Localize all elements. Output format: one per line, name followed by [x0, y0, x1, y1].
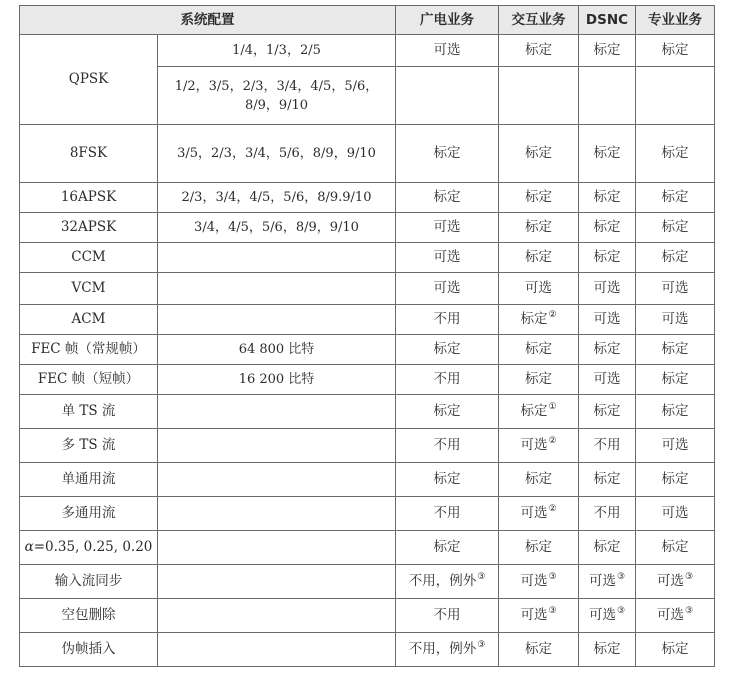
row-name: 8FSK	[20, 125, 158, 183]
cell-dsnc	[579, 565, 636, 599]
cell-interactive	[499, 497, 579, 531]
footnote-mark: ③	[684, 606, 694, 616]
footnote-mark: ③	[477, 640, 486, 650]
table-row	[20, 273, 715, 305]
cell-dsnc: 标定	[579, 125, 636, 183]
cell-text: 可选	[588, 607, 616, 623]
cell-broadcast	[396, 633, 499, 667]
cell-dsnc: 标定	[579, 531, 636, 565]
cell-broadcast: 可选	[396, 273, 499, 305]
cell-dsnc: 可选	[579, 273, 636, 305]
cell-professional: 标定	[636, 463, 715, 497]
config-table-container	[19, 5, 714, 667]
cell-interactive: 标定	[499, 531, 579, 565]
row-rates: 3/4，4/5，5/6，8/9，9/10	[158, 213, 396, 243]
table-row	[20, 125, 715, 183]
table-row	[20, 395, 715, 429]
alpha-symbol: α	[24, 539, 34, 555]
cell-broadcast	[396, 67, 499, 125]
cell-dsnc: 标定	[579, 35, 636, 67]
row-name: 输入流同步	[20, 565, 158, 599]
row-name: FEC 帧（常规帧）	[20, 335, 158, 365]
row-name: 32APSK	[20, 213, 158, 243]
cell-broadcast: 可选	[396, 243, 499, 273]
cell-dsnc: 可选	[579, 305, 636, 335]
cell-interactive	[499, 565, 579, 599]
footnote-mark: ③	[616, 572, 626, 582]
row-rates: 1/2，3/5，2/3，3/4，4/5，5/6，8/9，9/10	[158, 67, 396, 125]
cell-broadcast: 标定	[396, 335, 499, 365]
row-name: VCM	[20, 273, 158, 305]
cell-dsnc: 标定	[579, 463, 636, 497]
table-row	[20, 183, 715, 213]
cell-professional	[636, 67, 715, 125]
table-row	[20, 565, 715, 599]
table-row	[20, 463, 715, 497]
row-name: QPSK	[20, 35, 158, 125]
row-name: 伪帧插入	[20, 633, 158, 667]
cell-interactive	[499, 395, 579, 429]
cell-professional: 标定	[636, 531, 715, 565]
row-rates	[158, 497, 396, 531]
cell-interactive	[499, 429, 579, 463]
footnote-mark: ①	[548, 402, 557, 412]
cell-interactive: 标定	[499, 213, 579, 243]
cell-dsnc: 标定	[579, 335, 636, 365]
cell-text: 可选	[520, 573, 548, 589]
table-row	[20, 243, 715, 273]
cell-broadcast: 标定	[396, 125, 499, 183]
row-rates	[158, 305, 396, 335]
row-name: ACM	[20, 305, 158, 335]
cell-professional: 可选	[636, 305, 715, 335]
cell-broadcast: 可选	[396, 35, 499, 67]
cell-dsnc: 标定	[579, 633, 636, 667]
footnote-mark: ②	[548, 504, 557, 514]
cell-dsnc: 标定	[579, 395, 636, 429]
row-rates	[158, 633, 396, 667]
cell-interactive	[499, 305, 579, 335]
cell-interactive: 标定	[499, 335, 579, 365]
cell-professional: 标定	[636, 213, 715, 243]
row-name: 单 TS 流	[20, 395, 158, 429]
table-row	[20, 599, 715, 633]
cell-interactive: 标定	[499, 365, 579, 395]
cell-interactive: 标定	[499, 125, 579, 183]
cell-text: 标定	[520, 403, 548, 419]
table-row	[20, 429, 715, 463]
cell-broadcast: 不用	[396, 497, 499, 531]
system-config-table	[19, 5, 715, 667]
cell-interactive: 标定	[499, 633, 579, 667]
cell-dsnc	[579, 67, 636, 125]
header-config: 系统配置	[20, 6, 396, 35]
cell-interactive: 可选	[499, 273, 579, 305]
row-rates	[158, 395, 396, 429]
row-rates: 3/5，2/3，3/4，5/6，8/9，9/10	[158, 125, 396, 183]
footnote-mark: ②	[548, 310, 557, 320]
cell-broadcast: 标定	[396, 531, 499, 565]
footnote-mark: ③	[477, 572, 486, 582]
cell-interactive: 标定	[499, 463, 579, 497]
row-rates: 1/4，1/3，2/5	[158, 35, 396, 67]
header-interactive: 交互业务	[499, 6, 579, 35]
row-rates	[158, 273, 396, 305]
cell-broadcast: 不用	[396, 429, 499, 463]
row-name-rest: =0.35, 0.25, 0.20	[33, 539, 153, 555]
cell-professional: 标定	[636, 35, 715, 67]
row-rates	[158, 429, 396, 463]
cell-interactive: 标定	[499, 35, 579, 67]
row-rates: 16 200 比特	[158, 365, 396, 395]
cell-dsnc: 可选	[579, 365, 636, 395]
cell-text: 标定	[520, 311, 548, 327]
row-name: 空包删除	[20, 599, 158, 633]
cell-dsnc: 标定	[579, 243, 636, 273]
cell-broadcast	[396, 565, 499, 599]
cell-dsnc: 不用	[579, 497, 636, 531]
table-row	[20, 35, 715, 67]
cell-professional: 标定	[636, 365, 715, 395]
table-row	[20, 335, 715, 365]
row-name: FEC 帧（短帧）	[20, 365, 158, 395]
cell-broadcast: 标定	[396, 183, 499, 213]
header-dsnc: DSNC	[579, 6, 636, 35]
header-row	[20, 6, 715, 35]
footnote-mark: ③	[548, 572, 557, 582]
row-name: 多 TS 流	[20, 429, 158, 463]
table-row	[20, 497, 715, 531]
cell-dsnc: 标定	[579, 213, 636, 243]
cell-professional	[636, 599, 715, 633]
row-rates	[158, 463, 396, 497]
cell-professional	[636, 565, 715, 599]
cell-text: 不用，例外	[408, 641, 477, 657]
row-name: CCM	[20, 243, 158, 273]
cell-text: 可选	[656, 573, 684, 589]
cell-text: 可选	[520, 437, 548, 453]
cell-professional: 标定	[636, 183, 715, 213]
cell-professional: 可选	[636, 429, 715, 463]
cell-dsnc	[579, 599, 636, 633]
cell-text: 可选	[588, 573, 616, 589]
footnote-mark: ③	[684, 572, 694, 582]
footnote-mark: ②	[548, 436, 557, 446]
cell-broadcast: 标定	[396, 395, 499, 429]
cell-interactive	[499, 599, 579, 633]
cell-dsnc: 标定	[579, 183, 636, 213]
cell-professional: 标定	[636, 335, 715, 365]
cell-broadcast: 不用	[396, 599, 499, 633]
cell-text: 不用，例外	[408, 573, 477, 589]
cell-interactive	[499, 67, 579, 125]
cell-text: 可选	[656, 607, 684, 623]
header-broadcast: 广电业务	[396, 6, 499, 35]
cell-text: 可选	[520, 607, 548, 623]
row-rates	[158, 531, 396, 565]
row-name: 单通用流	[20, 463, 158, 497]
row-rates	[158, 243, 396, 273]
footnote-mark: ③	[616, 606, 626, 616]
cell-professional: 标定	[636, 125, 715, 183]
cell-broadcast: 可选	[396, 213, 499, 243]
cell-professional: 可选	[636, 273, 715, 305]
cell-text: 可选	[520, 505, 548, 521]
cell-professional: 标定	[636, 243, 715, 273]
cell-broadcast: 标定	[396, 463, 499, 497]
footnote-mark: ③	[548, 606, 557, 616]
row-name: 多通用流	[20, 497, 158, 531]
header-professional: 专业业务	[636, 6, 715, 35]
cell-professional: 标定	[636, 633, 715, 667]
row-rates: 2/3，3/4，4/5，5/6，8/9.9/10	[158, 183, 396, 213]
row-rates: 64 800 比特	[158, 335, 396, 365]
table-row	[20, 305, 715, 335]
cell-interactive: 标定	[499, 183, 579, 213]
table-row	[20, 633, 715, 667]
row-rates	[158, 599, 396, 633]
cell-dsnc: 不用	[579, 429, 636, 463]
table-row	[20, 531, 715, 565]
cell-professional: 标定	[636, 395, 715, 429]
row-name	[20, 531, 158, 565]
table-row	[20, 213, 715, 243]
row-rates	[158, 565, 396, 599]
cell-professional: 可选	[636, 497, 715, 531]
table-row	[20, 365, 715, 395]
cell-broadcast: 不用	[396, 305, 499, 335]
cell-broadcast: 不用	[396, 365, 499, 395]
row-name: 16APSK	[20, 183, 158, 213]
cell-interactive: 标定	[499, 243, 579, 273]
